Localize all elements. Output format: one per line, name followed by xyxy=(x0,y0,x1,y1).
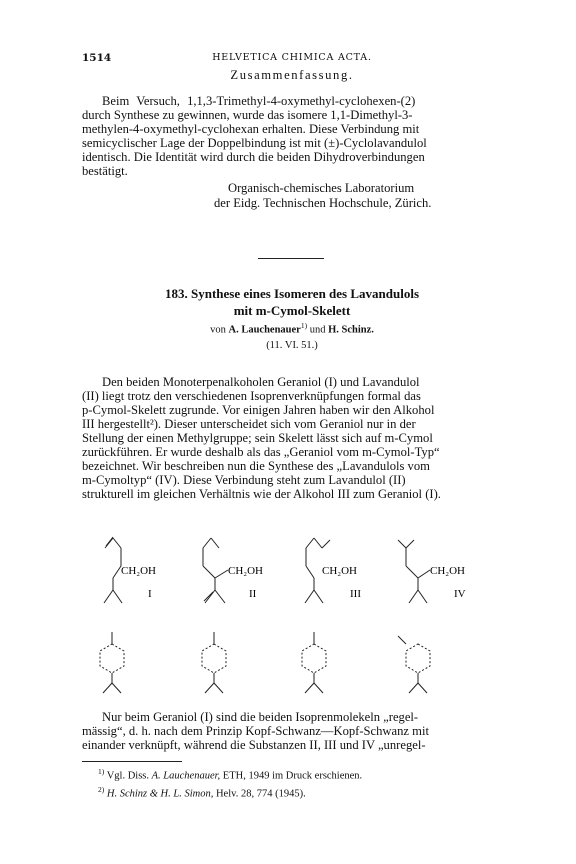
journal-title: HELVETICA CHIMICA ACTA. xyxy=(212,52,372,63)
ring-I xyxy=(100,632,124,693)
body-line: m-Cymoltyp“ (IV). Diese Verbindung steht zum Lavandulol (II) xyxy=(82,473,406,487)
summary-line: semicyclischer Lage der Doppelbindung ist mit (±)-Cyclolavandulol xyxy=(82,136,427,150)
footnote-author: H. Schinz & H. L. Simon, xyxy=(106,788,214,799)
author-name: A. Lauchenauer xyxy=(228,324,301,336)
body-line: mässig“, d. h. nach dem Prinzip Kopf-Schwanz—Kopf-Schwanz mit xyxy=(82,724,429,738)
page-number: 1514 xyxy=(82,52,112,64)
footnote-divider xyxy=(82,761,182,762)
body-line: III hergestellt²). Dieser unterscheidet sich vom Geraniol nur in der xyxy=(82,417,416,431)
structure-I-chain xyxy=(104,537,122,603)
summary-line: bestätigt. xyxy=(82,164,128,178)
footnote-ref: 1) xyxy=(300,321,308,330)
summary-heading: Zusammenfassung. xyxy=(230,68,354,82)
body-paragraph-2 xyxy=(82,710,502,752)
body-line: einander verknüpft, während die Substanzen II, III und IV „unregel- xyxy=(82,738,426,752)
footnote-1 xyxy=(82,765,502,783)
body-line: Stellung der einen Methylgruppe; sein Skelett lässt sich auf m-Cymol xyxy=(82,431,433,445)
summary-line: identisch. Die Identität wird durch die beiden Dihydroverbindungen xyxy=(82,150,425,164)
structure-label: I xyxy=(148,588,152,600)
authors-prefix: von xyxy=(210,324,226,336)
institution-line: Organisch-chemisches Laboratorium xyxy=(228,181,415,195)
structure-IV-chain xyxy=(398,540,430,603)
structure-label: II xyxy=(249,588,257,600)
footnote-text: Helv. 28, 774 (1945). xyxy=(215,788,306,799)
group-label: CH₂OH xyxy=(322,565,358,577)
footnote-mark: 2) xyxy=(98,784,105,794)
institution-line: der Eidg. Technischen Hochschule, Zürich. xyxy=(214,196,432,210)
ring-III xyxy=(302,632,326,693)
body-line: zurückführen. Er wurde deshalb als das „Geraniol vom m-Cymol-Typ“ xyxy=(82,445,440,459)
ring-II xyxy=(202,632,226,693)
group-label: CH₂OH xyxy=(430,565,466,577)
summary-line: methylen-4-oxymethyl-cyclohexan erhalten. Diese Verbindung mit xyxy=(82,122,420,136)
structure-II-chain xyxy=(203,538,228,603)
group-label: CH₂OH xyxy=(121,565,157,577)
authors-and: und xyxy=(309,324,326,336)
title-line: mit m-Cymol-Skelett xyxy=(233,303,351,318)
footnote-prefix: Vgl. Diss. xyxy=(106,770,149,782)
structure-label: III xyxy=(350,588,361,600)
structure-label: IV xyxy=(454,588,466,600)
summary-line: Beim Versuch, 1,1,3-Trimethyl-4-oxymethyl-cyclohexen-(2) xyxy=(102,94,416,108)
author-name: H. Schinz. xyxy=(328,324,374,336)
footnote-2 xyxy=(82,783,502,801)
body-line: Den beiden Monoterpenalkoholen Geraniol (I) und Lavandulol xyxy=(102,375,420,389)
body-line: bezeichnet. Wir beschreiben nun die Synthese des „Lavandulols vom xyxy=(82,459,430,473)
title-line: 183. Synthese eines Isomeren des Lavandulols xyxy=(164,286,419,301)
body-line: Nur beim Geraniol (I) sind die beiden Isoprenmolekeln „regel- xyxy=(102,710,419,724)
ring-IV xyxy=(398,636,430,693)
summary-line: durch Synthese zu gewinnen, wurde das isomere 1,1-Dimethyl-3- xyxy=(82,108,413,122)
group-label: CH₂OH xyxy=(228,565,264,577)
footnotes xyxy=(82,765,502,800)
received-date: (11. VI. 51.) xyxy=(266,340,318,351)
footnote-author: A. Lauchenauer, xyxy=(151,770,221,782)
body-line: strukturell im gleichen Verhältnis wie der Alkohol III zum Geraniol (I). xyxy=(82,487,441,501)
body-line: (II) liegt trotz den verschiedenen Isoprenverknüpfungen formal das xyxy=(82,389,421,403)
footnote-mark: 1) xyxy=(98,767,105,776)
footnote-text: ETH, 1949 im Druck erschienen. xyxy=(222,770,363,782)
body-line: p-Cymol-Skelett zugrunde. Vor einigen Jahren haben wir den Alkohol xyxy=(82,403,435,417)
